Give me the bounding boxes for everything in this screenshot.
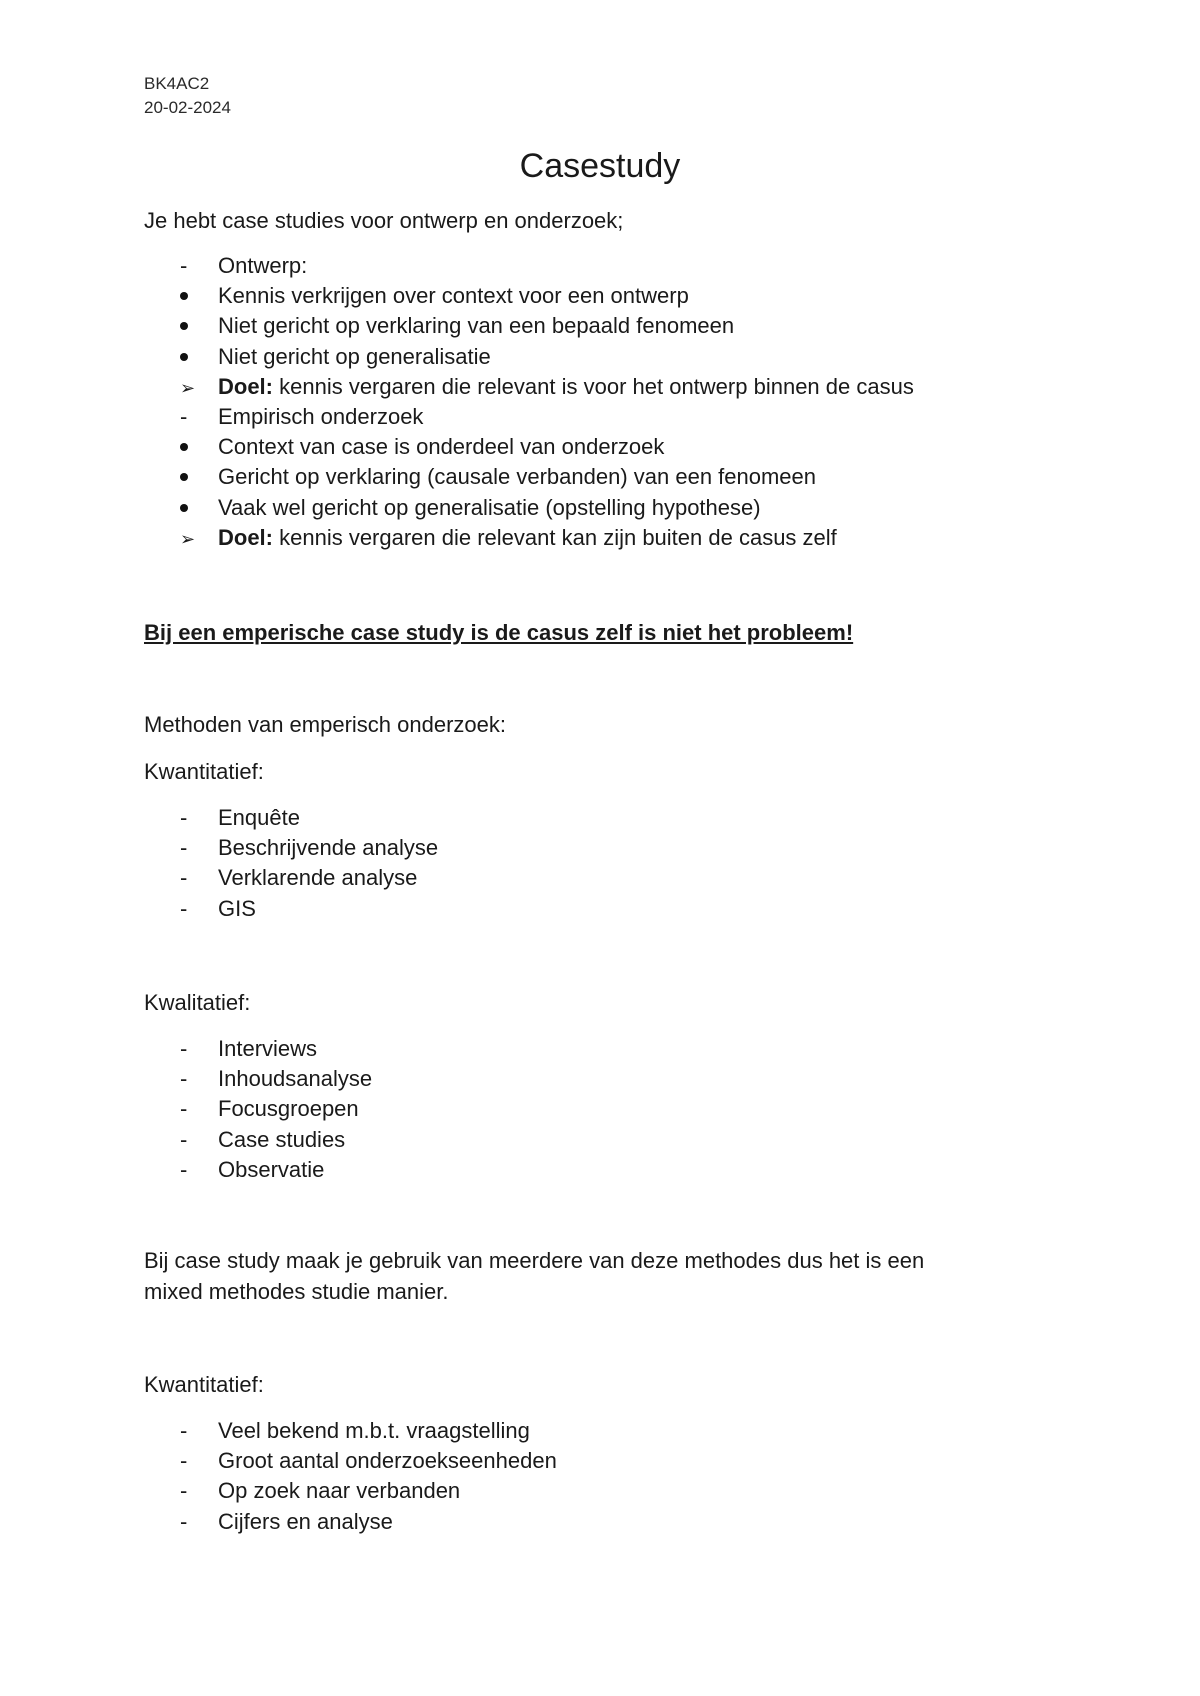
list-item-rest: kennis vergaren die relevant is voor het ontwerp binnen de casus bbox=[273, 373, 914, 399]
dash-bullet-icon bbox=[180, 1064, 202, 1094]
dash-bullet-icon bbox=[180, 1507, 202, 1537]
dash-bullet-icon bbox=[180, 894, 202, 924]
dash-bullet-icon bbox=[180, 402, 202, 432]
dash-bullet-icon bbox=[180, 1416, 202, 1446]
list-item-text: Op zoek naar verbanden bbox=[218, 1478, 461, 1504]
quantitative-label-2: Kwantitatief: bbox=[144, 1372, 264, 1397]
arrow-bullet-icon bbox=[180, 523, 202, 555]
list-item-text: Gericht op verklaring (causale verbanden) van een fenomeen bbox=[218, 464, 817, 490]
qualitative-label: Kwalitatief: bbox=[144, 990, 251, 1015]
dash-bullet-icon bbox=[180, 833, 202, 863]
list-item-text: Context van case is onderdeel van onderzoek bbox=[218, 434, 665, 460]
dash-bullet-icon bbox=[180, 1446, 202, 1476]
page-title: Casestudy bbox=[519, 147, 681, 185]
list-item-text: Vaak wel gericht op generalisatie (opstelling hypothese) bbox=[218, 494, 761, 520]
dash-bullet-icon bbox=[180, 803, 202, 833]
dash-bullet-icon bbox=[180, 1125, 202, 1155]
list-item-text: Niet gericht op generalisatie bbox=[218, 343, 491, 369]
dash-bullet-icon bbox=[180, 1155, 202, 1185]
list-item-text: Inhoudsanalyse bbox=[218, 1066, 373, 1092]
list-item-text: Beschrijvende analyse bbox=[218, 835, 439, 861]
dash-bullet-icon bbox=[180, 1034, 202, 1064]
list-item-text: Kennis verkrijgen over context voor een ontwerp bbox=[218, 283, 689, 309]
emphasis-statement: Bij een emperische case study is de casus zelf is niet het probleem! bbox=[144, 620, 854, 645]
document-header bbox=[144, 72, 231, 120]
list-item-text: Enquête bbox=[218, 805, 300, 830]
dash-bullet-icon bbox=[180, 863, 202, 893]
list-item-text: Focusgroepen bbox=[218, 1096, 359, 1122]
list-item-text: Observatie bbox=[218, 1156, 325, 1182]
mixed-methods-line-2: mixed methodes studie manier. bbox=[144, 1279, 449, 1304]
list-item-text bbox=[218, 523, 837, 553]
document-date: 20-02-2024 bbox=[144, 98, 231, 117]
list-item-text: Interviews bbox=[218, 1036, 318, 1061]
list-item-text: Cijfers en analyse bbox=[218, 1508, 393, 1534]
list-item-text: Empirisch onderzoek bbox=[218, 403, 424, 429]
mixed-methods-line-1: Bij case study maak je gebruik van meerdere van deze methodes dus het is een bbox=[144, 1248, 925, 1273]
arrow-bullet-icon bbox=[180, 372, 202, 404]
list-item-rest: kennis vergaren die relevant kan zijn buiten de casus zelf bbox=[273, 524, 837, 550]
dash-bullet-icon bbox=[180, 1094, 202, 1124]
list-item-text: Groot aantal onderzoekseenheden bbox=[218, 1448, 557, 1474]
list-item-text: GIS bbox=[218, 895, 256, 921]
dash-bullet-icon bbox=[180, 1476, 202, 1506]
intro-text: Je hebt case studies voor ontwerp en onderzoek; bbox=[144, 208, 624, 233]
course-code: BK4AC2 bbox=[144, 74, 210, 93]
list-item-text: Veel bekend m.b.t. vraagstelling bbox=[218, 1418, 530, 1443]
list-item-text: Verklarende analyse bbox=[218, 865, 418, 891]
list-item-text: Ontwerp: bbox=[218, 253, 308, 278]
list-item-text: Case studies bbox=[218, 1126, 346, 1152]
list-item-text bbox=[218, 372, 914, 402]
list-item-bold-label: Doel: bbox=[218, 373, 273, 399]
list-item-text: Niet gericht op verklaring van een bepaald fenomeen bbox=[218, 313, 735, 339]
quantitative-label: Kwantitatief: bbox=[144, 759, 264, 784]
methods-heading: Methoden van emperisch onderzoek: bbox=[144, 712, 506, 737]
list-item-bold-label: Doel: bbox=[218, 524, 273, 550]
dash-bullet-icon bbox=[180, 251, 202, 281]
